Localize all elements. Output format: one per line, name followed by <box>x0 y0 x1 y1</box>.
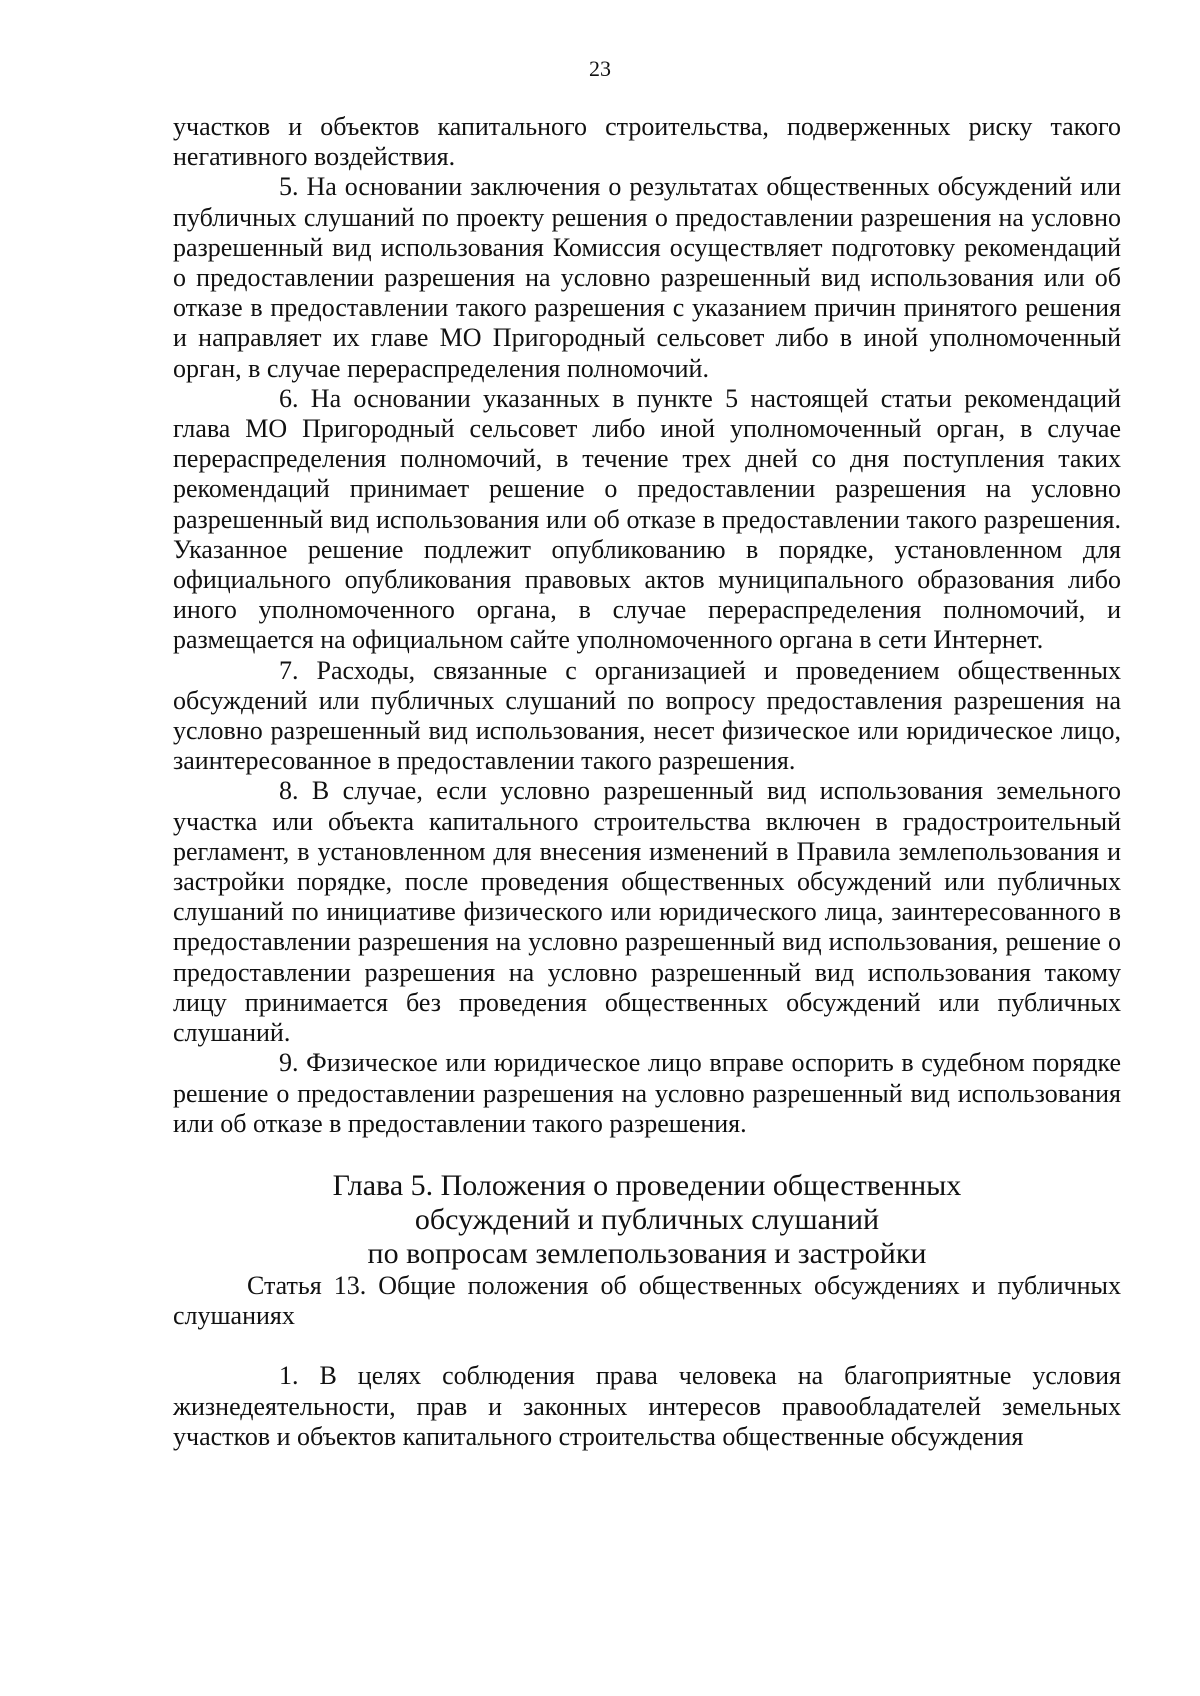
document-body <box>173 112 1121 1452</box>
paragraph-item-8: 8. В случае, если условно разрешенный вид использования земельного участка или объекта капитального строительства включен в градостроительный регламент, в установленном для внесения изменений в Правила землепользования и застройки порядке, после проведения общественных обсуждений или публичных слушаний по инициативе физического или юридического лица, заинтересованного в предоставлении разрешения на условно разрешенный вид использования, решение о предоставлении разрешения на условно разрешенный вид использования такому лицу принимается без проведения общественных обсуждений или публичных слушаний. <box>173 776 1121 1048</box>
chapter-title <box>173 1169 1121 1271</box>
page-number: 23 <box>589 56 611 81</box>
paragraph-item-7: 7. Расходы, связанные с организацией и проведением общественных обсуждений или публичных слушаний по вопросу предоставления разрешения на условно разрешенный вид использования, несет физическое или юридическое лицо, заинтересованное в предоставлении такого разрешения. <box>173 655 1121 776</box>
chapter-title-line-2: обсуждений и публичных слушаний <box>414 1202 880 1236</box>
paragraph-continuation: участков и объектов капитального строительства, подверженных риску такого негативного воздействия. <box>173 112 1121 172</box>
paragraph-item-5: 5. На основании заключения о результатах общественных обсуждений или публичных слушаний по проекту решения о предоставлении разрешения на условно разрешенный вид использования Комиссия осуществляет подготовку рекомендаций о предоставлении разрешения на условно разрешенный вид использования или об отказе в предоставлении такого разрешения с указанием причин принятого решения и направляет их главе МО Пригородный сельсовет либо в иной уполномоченный орган, в случае перераспределения полномочий. <box>173 172 1121 383</box>
article-paragraph-1: 1. В целях соблюдения права человека на благоприятные условия жизнедеятельности, прав и законных интересов правообладателей земельных участков и объектов капитального строительства общественные обсуждения <box>173 1361 1121 1451</box>
chapter-title-line-3: по вопросам землепользования и застройки <box>367 1236 927 1270</box>
paragraph-item-9: 9. Физическое или юридическое лицо вправе оспорить в судебном порядке решение о предоставлении разрешения на условно разрешенный вид использования или об отказе в предоставлении такого разрешения. <box>173 1048 1121 1138</box>
paragraph-item-6: 6. На основании указанных в пункте 5 настоящей статьи рекомендаций глава МО Пригородный сельсовет либо иной уполномоченный орган, в случае перераспределения полномочий, в течение трех дней со дня поступления таких рекомендаций принимает решение о предоставлении разрешения на условно разрешенный вид использования или об отказе в предоставлении такого разрешения. Указанное решение подлежит опубликованию в порядке, установленном для официального опубликования правовых актов муниципального образования либо иного уполномоченного органа, в случае перераспределения полномочий, и размещается на официальном сайте уполномоченного органа в сети Интернет. <box>173 383 1121 655</box>
chapter-title-line-1: Глава 5. Положения о проведении общественных <box>332 1168 962 1202</box>
article-title: Статья 13. Общие положения об общественных обсуждениях и публичных слушаниях <box>173 1270 1121 1331</box>
